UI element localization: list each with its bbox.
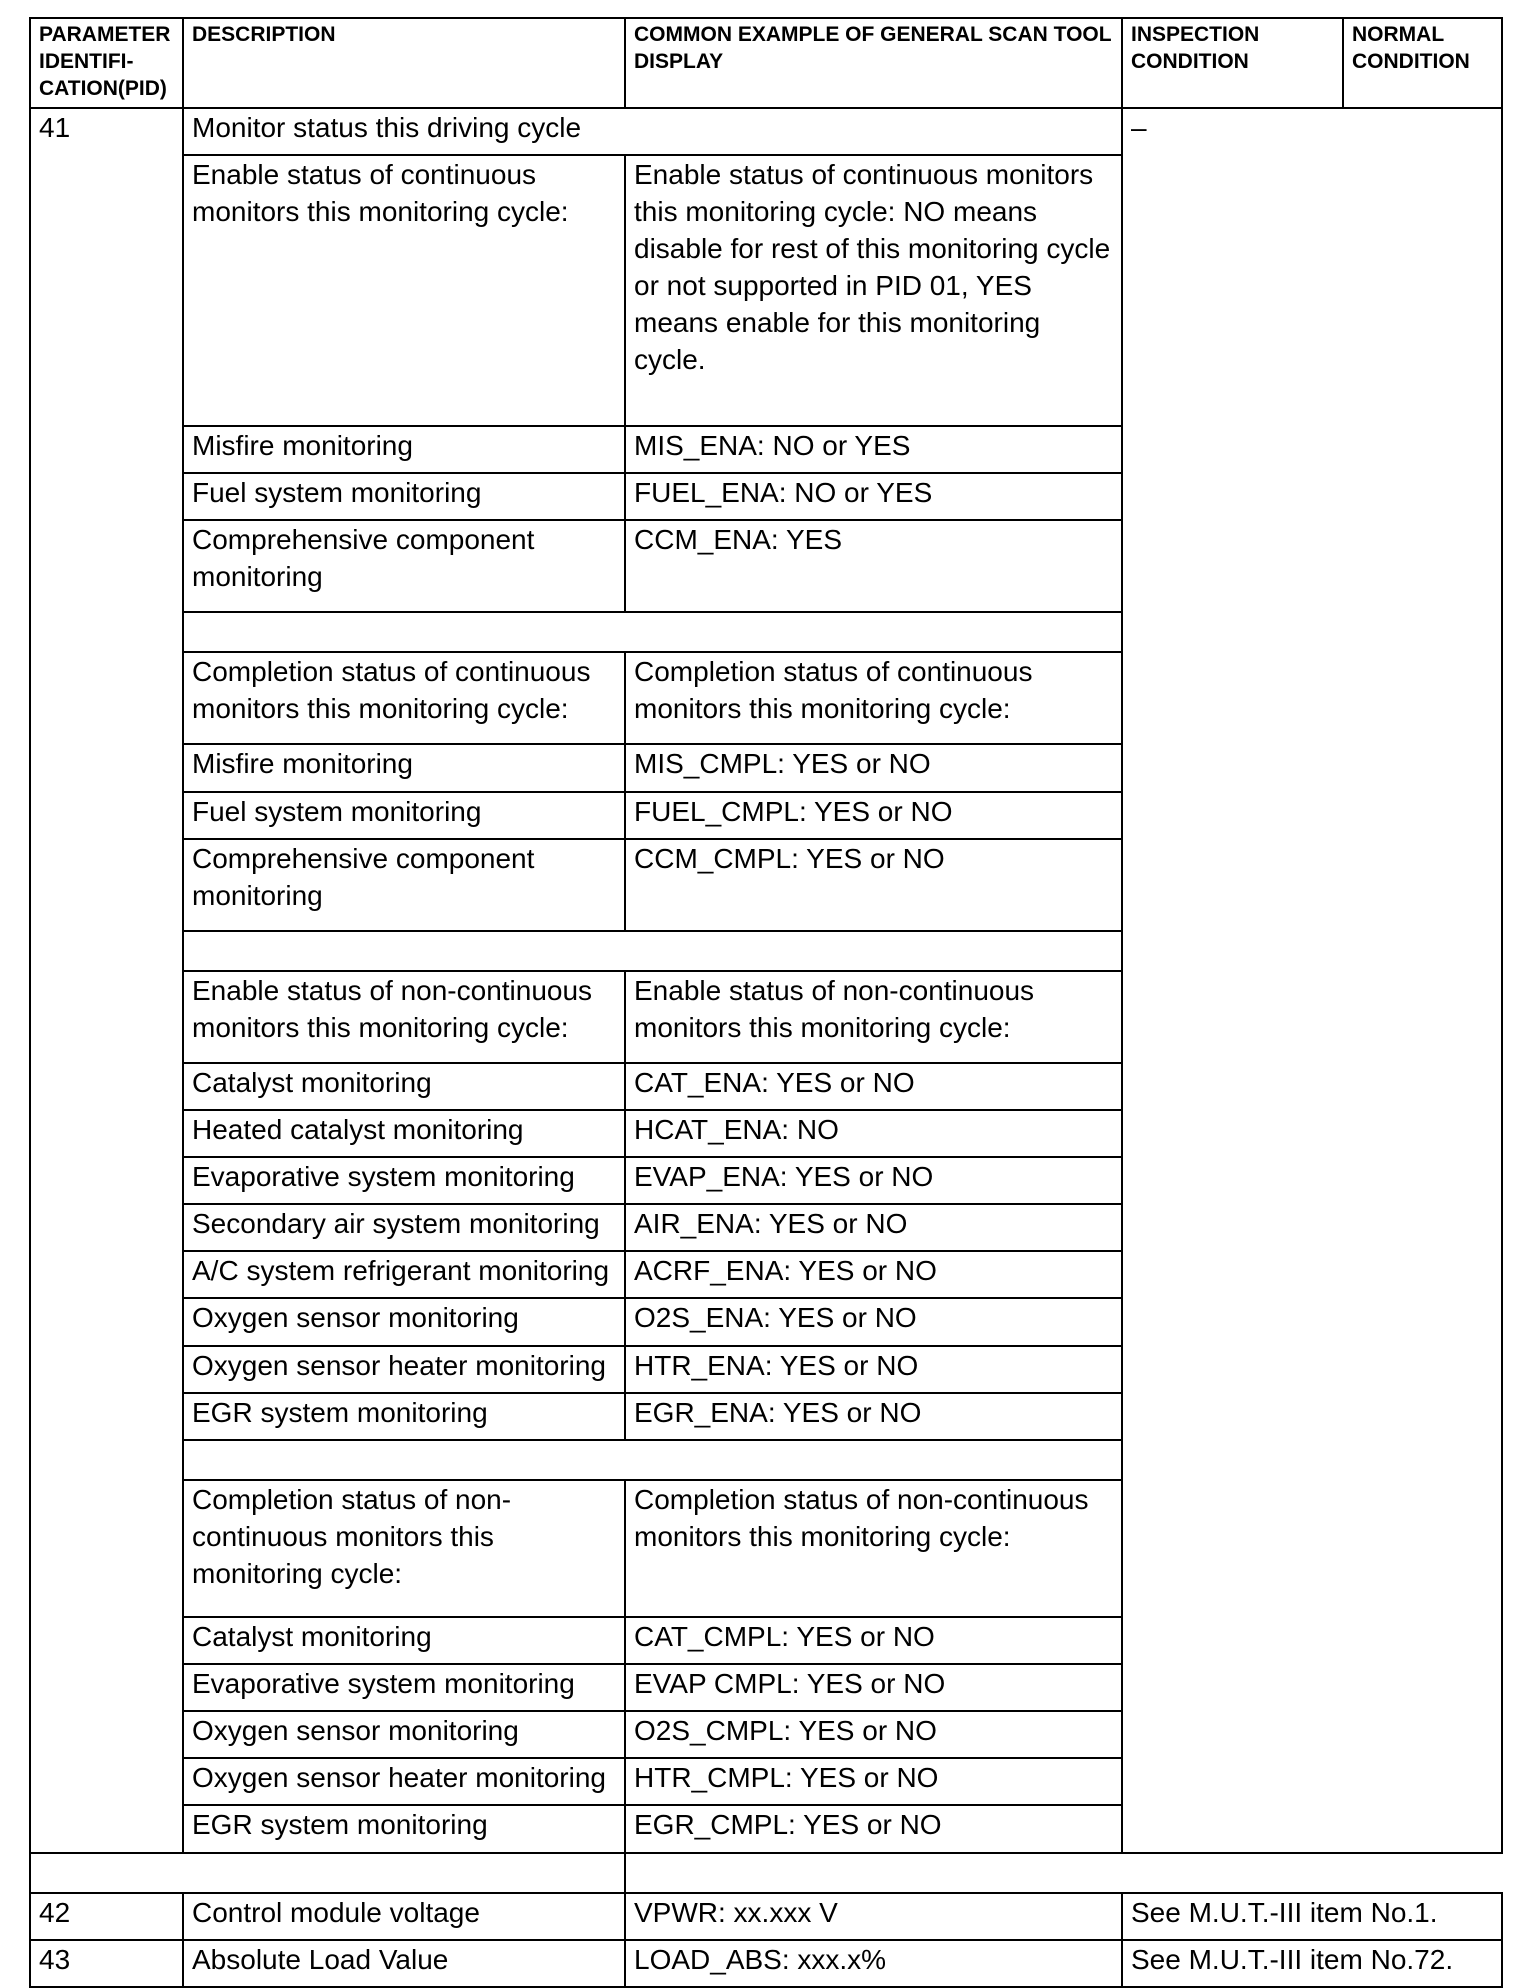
- spacer-cell: [183, 612, 1122, 652]
- pid-cell: 41: [30, 108, 183, 1853]
- header-description: DESCRIPTION: [183, 18, 625, 108]
- description-cell: Heated catalyst monitoring: [183, 1110, 625, 1157]
- header-inspection: INSPECTION CONDITION: [1122, 18, 1343, 108]
- display-cell: O2S_CMPL: YES or NO: [625, 1711, 1122, 1758]
- display-cell: HCAT_ENA: NO: [625, 1110, 1122, 1157]
- description-cell: Catalyst monitoring: [183, 1063, 625, 1110]
- description-cell: Secondary air system monitoring: [183, 1204, 625, 1251]
- display-cell: EGR_ENA: YES or NO: [625, 1393, 1122, 1440]
- description-cell: Oxygen sensor heater monitoring: [183, 1346, 625, 1393]
- pid-table: [29, 17, 1503, 1988]
- description-cell: Comprehensive component monitoring: [183, 839, 625, 931]
- description-cell: A/C system refrigerant monitoring: [183, 1251, 625, 1298]
- header-normal: NORMAL CONDITION: [1343, 18, 1502, 108]
- header-display: COMMON EXAMPLE OF GENERAL SCAN TOOL DISPLAY: [625, 18, 1122, 108]
- description-cell: Enable status of non-continuous monitors this monitoring cycle:: [183, 971, 625, 1063]
- display-cell: HTR_ENA: YES or NO: [625, 1346, 1122, 1393]
- display-cell: MIS_ENA: NO or YES: [625, 426, 1122, 473]
- description-cell: Oxygen sensor heater monitoring: [183, 1758, 625, 1805]
- description-cell: Misfire monitoring: [183, 426, 625, 473]
- description-cell: Fuel system monitoring: [183, 792, 625, 839]
- display-cell: Completion status of continuous monitors this monitoring cycle:: [625, 652, 1122, 744]
- table-row: [30, 1940, 1502, 1987]
- display-cell: Enable status of continuous monitors this monitoring cycle: NO means disable for rest of this monitoring cycle or not supported in PID 01, YES means enable for this monitoring cycle.: [625, 155, 1122, 426]
- display-cell: EVAP_ENA: YES or NO: [625, 1157, 1122, 1204]
- display-cell: FUEL_CMPL: YES or NO: [625, 792, 1122, 839]
- display-cell: VPWR: xx.xxx V: [625, 1893, 1122, 1940]
- spacer-row: [30, 1853, 1502, 1893]
- description-cell: Evaporative system monitoring: [183, 1157, 625, 1204]
- display-cell: HTR_CMPL: YES or NO: [625, 1758, 1122, 1805]
- section-title: Monitor status this driving cycle: [183, 108, 1122, 155]
- spacer-cell: [30, 1853, 625, 1893]
- description-cell: Absolute Load Value: [183, 1940, 625, 1987]
- display-cell: ACRF_ENA: YES or NO: [625, 1251, 1122, 1298]
- display-cell: EGR_CMPL: YES or NO: [625, 1805, 1122, 1852]
- table-row: [30, 108, 1502, 155]
- display-cell: CAT_CMPL: YES or NO: [625, 1617, 1122, 1664]
- pid-cell: 42: [30, 1893, 183, 1940]
- inspection-cell: –: [1122, 108, 1502, 1853]
- description-cell: Completion status of continuous monitors this monitoring cycle:: [183, 652, 625, 744]
- table-row: [30, 1893, 1502, 1940]
- description-cell: Misfire monitoring: [183, 744, 625, 791]
- description-cell: EGR system monitoring: [183, 1805, 625, 1852]
- display-cell: EVAP CMPL: YES or NO: [625, 1664, 1122, 1711]
- display-cell: AIR_ENA: YES or NO: [625, 1204, 1122, 1251]
- display-cell: CCM_CMPL: YES or NO: [625, 839, 1122, 931]
- description-cell: Evaporative system monitoring: [183, 1664, 625, 1711]
- description-cell: Enable status of continuous monitors this monitoring cycle:: [183, 155, 625, 426]
- display-cell: FUEL_ENA: NO or YES: [625, 473, 1122, 520]
- display-cell: MIS_CMPL: YES or NO: [625, 744, 1122, 791]
- display-cell: Completion status of non-continuous monitors this monitoring cycle:: [625, 1480, 1122, 1617]
- display-cell: CAT_ENA: YES or NO: [625, 1063, 1122, 1110]
- description-cell: Completion status of non-continuous monitors this monitoring cycle:: [183, 1480, 625, 1617]
- inspection-cell: See M.U.T.-III item No.1.: [1122, 1893, 1502, 1940]
- display-cell: Enable status of non-continuous monitors this monitoring cycle:: [625, 971, 1122, 1063]
- inspection-cell: See M.U.T.-III item No.72.: [1122, 1940, 1502, 1987]
- description-cell: Fuel system monitoring: [183, 473, 625, 520]
- description-cell: Control module voltage: [183, 1893, 625, 1940]
- header-pid: PARAMETER IDENTIFI-CATION(PID): [30, 18, 183, 108]
- spacer-cell: [183, 1440, 1122, 1480]
- display-cell: CCM_ENA: YES: [625, 520, 1122, 612]
- description-cell: Oxygen sensor monitoring: [183, 1298, 625, 1345]
- description-cell: Catalyst monitoring: [183, 1617, 625, 1664]
- description-cell: EGR system monitoring: [183, 1393, 625, 1440]
- header-row: [30, 18, 1502, 108]
- pid-cell: 43: [30, 1940, 183, 1987]
- description-cell: Oxygen sensor monitoring: [183, 1711, 625, 1758]
- display-cell: LOAD_ABS: xxx.x%: [625, 1940, 1122, 1987]
- display-cell: O2S_ENA: YES or NO: [625, 1298, 1122, 1345]
- description-cell: Comprehensive component monitoring: [183, 520, 625, 612]
- spacer-cell: [183, 931, 1122, 971]
